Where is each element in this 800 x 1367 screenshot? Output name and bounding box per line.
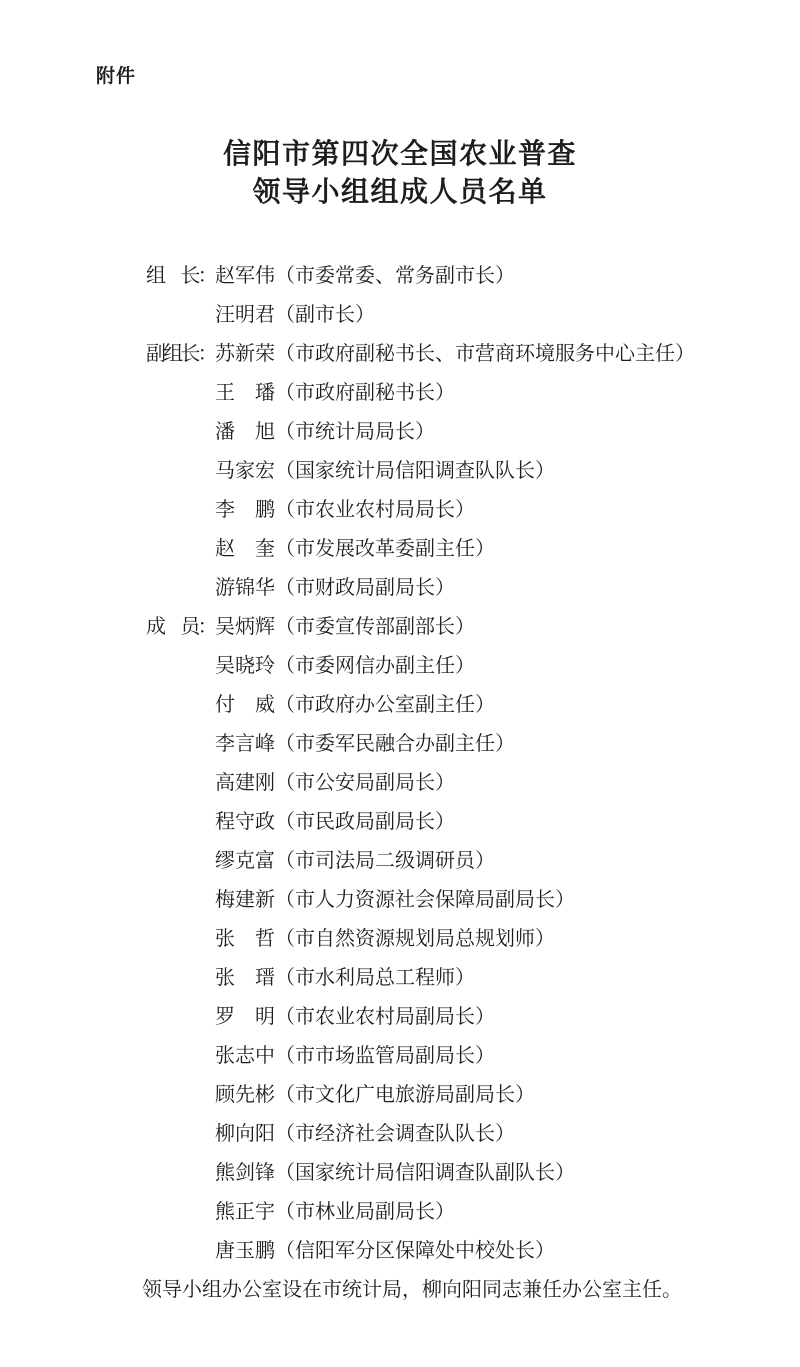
member-position: （市委常委、常务副市长） <box>275 265 515 287</box>
roster-rows <box>146 257 695 1271</box>
member-position: （市政府办公室副主任） <box>275 694 495 716</box>
roster-row <box>146 1115 695 1154</box>
member-name: 赵 奎 <box>215 538 275 560</box>
member-position: （市水利局总工程师） <box>275 967 475 989</box>
roster-row <box>146 764 695 803</box>
member-name: 游锦华 <box>215 577 275 599</box>
roster-row <box>146 257 695 296</box>
member-name: 潘 旭 <box>215 421 275 443</box>
roster-row <box>146 959 695 998</box>
member-position: （市委宣传部副部长） <box>275 616 475 638</box>
member-name: 梅建新 <box>215 889 275 911</box>
member-position: （市林业局副局长） <box>275 1201 455 1223</box>
member-name: 罗 明 <box>215 1006 275 1028</box>
member-name: 赵军伟 <box>215 265 275 287</box>
roster-row <box>146 569 695 608</box>
roster-row <box>146 335 695 374</box>
roster-row <box>146 608 695 647</box>
member-position: （市公安局副局长） <box>275 772 455 794</box>
member-name: 马家宏 <box>215 460 275 482</box>
member-name: 唐玉鹏 <box>215 1240 275 1262</box>
roster <box>142 257 695 1310</box>
roster-row <box>146 998 695 1037</box>
member-name: 缪克富 <box>215 850 275 872</box>
roster-row <box>146 296 695 335</box>
roster-row <box>146 452 695 491</box>
member-position: （市委军民融合办副主任） <box>275 733 515 755</box>
member-name: 李 鹏 <box>215 499 275 521</box>
member-name: 熊正宇 <box>215 1201 275 1223</box>
member-position: （国家统计局信阳调查队副队长） <box>275 1162 575 1184</box>
member-position: （市经济社会调查队队长） <box>275 1123 515 1145</box>
member-position: （市农业农村局局长） <box>275 499 475 521</box>
member-position: （市人力资源社会保障局副局长） <box>275 889 575 911</box>
member-position: （市农业农村局副局长） <box>275 1006 495 1028</box>
attachment-label: 附件 <box>96 66 137 87</box>
member-position: （副市长） <box>275 304 375 326</box>
member-position: （信阳军分区保障处中校处长） <box>275 1240 555 1262</box>
member-position: （市政府副秘书长、市营商环境服务中心主任） <box>275 343 695 365</box>
member-position: （市市场监管局副局长） <box>275 1045 495 1067</box>
roster-row <box>146 1193 695 1232</box>
roster-row <box>146 803 695 842</box>
member-name: 吴晓玲 <box>215 655 275 677</box>
member-position: （市司法局二级调研员） <box>275 850 495 872</box>
member-name: 熊剑锋 <box>215 1162 275 1184</box>
role-label: 组 长： <box>146 265 215 287</box>
role-label: 副组长： <box>146 343 215 365</box>
member-position: （市民政局副局长） <box>275 811 455 833</box>
member-name: 张志中 <box>215 1045 275 1067</box>
member-position: （市委网信办副主任） <box>275 655 475 677</box>
member-position: （市自然资源规划局总规划师） <box>275 928 555 950</box>
title-line-2: 领导小组组成人员名单 <box>252 177 548 208</box>
roster-row <box>146 881 695 920</box>
roster-row <box>146 491 695 530</box>
member-position: （市发展改革委副主任） <box>275 538 495 560</box>
roster-row <box>146 1154 695 1193</box>
member-position: （市财政局副局长） <box>275 577 455 599</box>
member-name: 张 哲 <box>215 928 275 950</box>
document-title <box>0 136 800 212</box>
roster-row <box>146 920 695 959</box>
roster-row <box>146 725 695 764</box>
member-name: 汪明君 <box>215 304 275 326</box>
roster-row <box>146 1076 695 1115</box>
roster-row <box>146 530 695 569</box>
member-name: 付 威 <box>215 694 275 716</box>
roster-row <box>146 413 695 452</box>
roster-row <box>146 1232 695 1271</box>
roster-row <box>146 686 695 725</box>
footer-note: 领导小组办公室设在市统计局，柳向阳同志兼任办公室主任。 <box>142 1279 682 1301</box>
member-position: （市文化广电旅游局副局长） <box>275 1084 535 1106</box>
roster-row <box>146 1037 695 1076</box>
member-name: 李言峰 <box>215 733 275 755</box>
member-name: 苏新荣 <box>215 343 275 365</box>
member-name: 顾先彬 <box>215 1084 275 1106</box>
member-name: 吴炳辉 <box>215 616 275 638</box>
roster-row <box>146 647 695 686</box>
role-label: 成 员： <box>146 616 215 638</box>
member-position: （国家统计局信阳调查队队长） <box>275 460 555 482</box>
title-line-1: 信阳市第四次全国农业普查 <box>222 139 577 170</box>
roster-row <box>146 842 695 881</box>
member-position: （市统计局局长） <box>275 421 435 443</box>
member-name: 高建刚 <box>215 772 275 794</box>
member-position: （市政府副秘书长） <box>275 382 455 404</box>
member-name: 王 璠 <box>215 382 275 404</box>
member-name: 程守政 <box>215 811 275 833</box>
roster-row <box>146 374 695 413</box>
member-name: 柳向阳 <box>215 1123 275 1145</box>
member-name: 张 瑨 <box>215 967 275 989</box>
